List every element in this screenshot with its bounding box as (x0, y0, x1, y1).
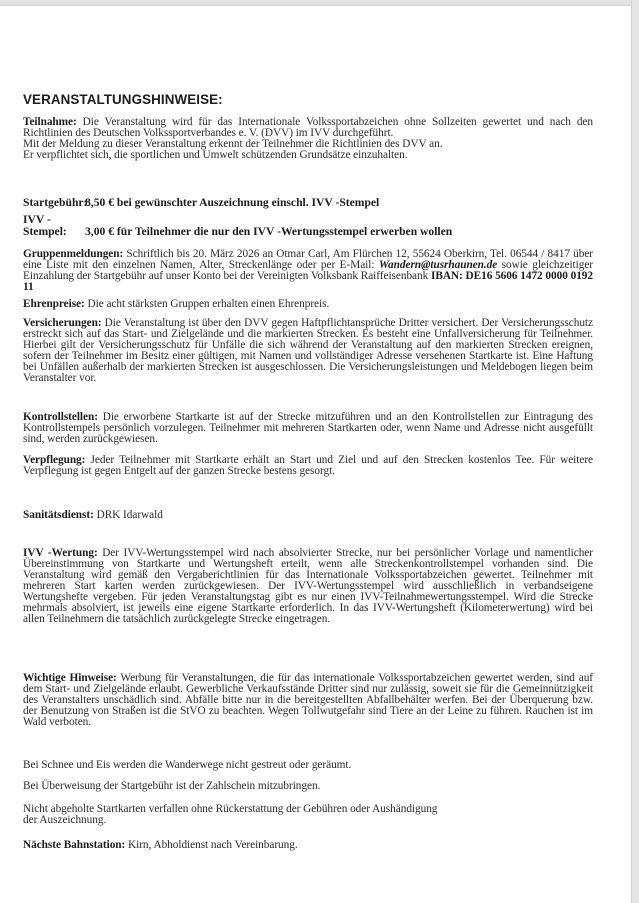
kontrollstellen-text: Die erworbene Startkarte ist auf der Strecke mitzuführen und an den Kontrollstellen zur Eintragung des Kontrollstempels persönlich vorzulegen. Teilnehmer mit mehreren Startkarten oder, wenn Name und Adresse nicht ausgefüllt sind, werden zurückgewiesen. (23, 411, 593, 445)
stempel-value: 3,00 € für Teilnehmer die nur den IVV -Wertungsstempel erwerben wollen (85, 225, 453, 238)
note-startkarten (23, 804, 593, 826)
verpflegung-label: Verpflegung: (23, 454, 86, 466)
stempel-label: IVV -Stempel: (23, 213, 67, 238)
gruppen-text2: sowie gleichzeitiger Einzahlung der Startgebühr auf unser Konto bei der Vereinigten Volksbank Raiffeisenbank (23, 259, 593, 282)
teilnahme-text: Die Veranstaltung wird für das Internationale Volkssportabzeichen ohne Sollzeiten gewertet und nach den Richtlinien des Deutschen Volkssportverbandes e. V. (DVV) im IVV durchgeführt. (23, 116, 593, 139)
page-title: VERANSTALTUNGSHINWEISE: (23, 92, 223, 107)
top-border (0, 0, 639, 6)
kontrollstellen-label: Kontrollstellen: (23, 411, 98, 423)
note-schnee (23, 760, 593, 771)
fee-startgebuehr (23, 197, 593, 209)
section-ivv-wertung (23, 548, 593, 625)
versicherungen-label: Versicherungen: (23, 317, 102, 329)
hinweise-text: Werbung für Veranstaltungen, die für das internationale Volkssportabzeichen gewertet werden, sind auf dem Start- und Zielgelände erlaubt. Gewerbliche Verkaufsstände Dritter sind nur zulässig, soweit sie für die Gemeinnützigkeit des Veranstalters unschädlich sind. Abfälle bitte nur in die bereitgestellten Abfallbehälter werfen. Bei der Überquerung bzw. der Benutzung von Straßen ist die StVO zu beachten. Wegen Tollwutgefahr sind Tiere an der Leine zu führen. Rauchen ist im Wald verboten. (23, 672, 594, 728)
sanitaet-label: Sanitätsdienst: (23, 509, 94, 521)
wertung-text: Der IVV-Wertungsstempel wird nach absolvierter Strecke, nur bei persönlicher Vorlage und namentlicher Übereinstimmung von Startkarte und Wertungsheft erteilt, wenn alle Streckenkontrollstempel vorhanden sind. Die Veranstaltung wird gemäß den Vergaberichtlinien für das Internationale Volkssportabzeichen gewertet. Teilnehmer mit mehreren Start karten werden zurückgewiesen. Der IVV-Wertungsstempel wird ausschließlich in verbandseigene Wertungshefte vergeben. Für jeden Veranstaltungstag gibt es nur einen IVV-Teilnahmewertungsstempel. Wird die Strecke mehrmals absolviert, ist jeweils eine eigene Startkarte erforderlich. In das IVV-Wertungsheft (Kilometerwertung) wird bei allen Teilnehmern die tatsächlich zurückgelegte Strecke eingetragen. (23, 547, 593, 625)
gruppen-text1: Schriftlich bis 20. März 2026 an Otmar Carl, Am Flürchen 12, 55624 Oberkirn, Tel. 06544 / 8417 über eine Liste mit den einzelnen Namen, Alter, Streckenlänge oder per E-Mail: (23, 248, 593, 271)
section-verpflegung (23, 455, 593, 477)
fee-ivv-stempel (23, 214, 593, 238)
section-kontrollstellen (23, 412, 593, 445)
versicherungen-text: Die Veranstaltung ist über den DVV gegen Haftpflichtansprüche Dritter versichert. Der Versicherungsschutz erstreckt sich auf das Start- und Zielgelände und die markierten Strecken. Es besteht eine Unfallversicherung für Teilnehmer. Hierbei gilt der Versicherungsschutz für Unfälle die sich während der Veranstaltung auf den markierten Strecken ereignen, sofern der Teilnehmer im Besitz einer gültigen, mit Namen und vollständiger Adresse versehenen Startkarte ist. Eine Haftung bei Unfällen außerhalb der markierten Strecken ist ausgeschlossen. Die Versicherungsleistungen und Meldebogen liegen beim Veranstalter vor. (23, 317, 593, 384)
section-teilnahme (23, 117, 593, 161)
section-gruppenmeldungen (23, 249, 593, 293)
email-link[interactable]: Wandern@tusrhaunen.de (378, 259, 498, 271)
section-ehrenpreise (23, 299, 593, 310)
ehrenpreise-label: Ehrenpreise: (23, 298, 85, 310)
wertung-label: IVV -Wertung: (23, 547, 98, 559)
verpflegung-text: Jeder Teilnehmer mit Startkarte erhält an Start und Ziel und auf den Strecken kostenlos Tee. Für weitere Verpflegung ist gegen Entgelt auf der ganzen Strecke bestens gesorgt. (23, 454, 593, 477)
note-ueberweisung (23, 781, 593, 792)
bahnstation-label: Nächste Bahnstation: (23, 839, 126, 851)
startkarten-line1: Nicht abgeholte Startkarten verfallen ohne Rückerstattung der Gebühren oder Aushändigung (23, 803, 438, 815)
section-versicherungen (23, 318, 593, 384)
section-wichtige-hinweise (23, 673, 593, 728)
startgebuehr-value: 8,50 € bei gewünschter Auszeichnung einschl. IVV -Stempel (85, 196, 380, 209)
teilnahme-label: Teilnahme: (23, 116, 77, 128)
section-sanitaetsdienst (23, 510, 593, 521)
iban: IBAN: DE16 5606 1472 0000 0192 11 (23, 270, 593, 293)
ueberweisung-text: Bei Überweisung der Startgebühr ist der Zahlschein mitzubringen. (23, 780, 321, 792)
bahnstation-text: Kirn, Abholdienst nach Vereinbarung. (125, 839, 298, 851)
teilnahme-line3: Er verpflichtet sich, die sportlichen und Umwelt schützenden Grundsätze einzuhalten. (23, 149, 408, 161)
section-bahnstation (23, 840, 593, 851)
schnee-text: Bei Schnee und Eis werden die Wanderwege nicht gestreut oder geräumt. (23, 759, 352, 771)
startkarten-line2: der Auszeichnung. (23, 814, 107, 826)
scrollbar[interactable] (631, 0, 639, 903)
hinweise-label: Wichtige Hinweise: (23, 672, 117, 684)
sanitaet-text: DRK Idarwald (93, 509, 163, 521)
startgebuehr-label: Startgebühr: (23, 196, 88, 209)
ehrenpreise-text: Die acht stärksten Gruppen erhalten einen Ehrenpreis. (84, 298, 330, 310)
teilnahme-line2: Mit der Meldung zu dieser Veranstaltung erkennt der Teilnehmer die Richtlinien des DVV an. (23, 138, 443, 150)
gruppen-label: Gruppenmeldungen: (23, 248, 124, 260)
